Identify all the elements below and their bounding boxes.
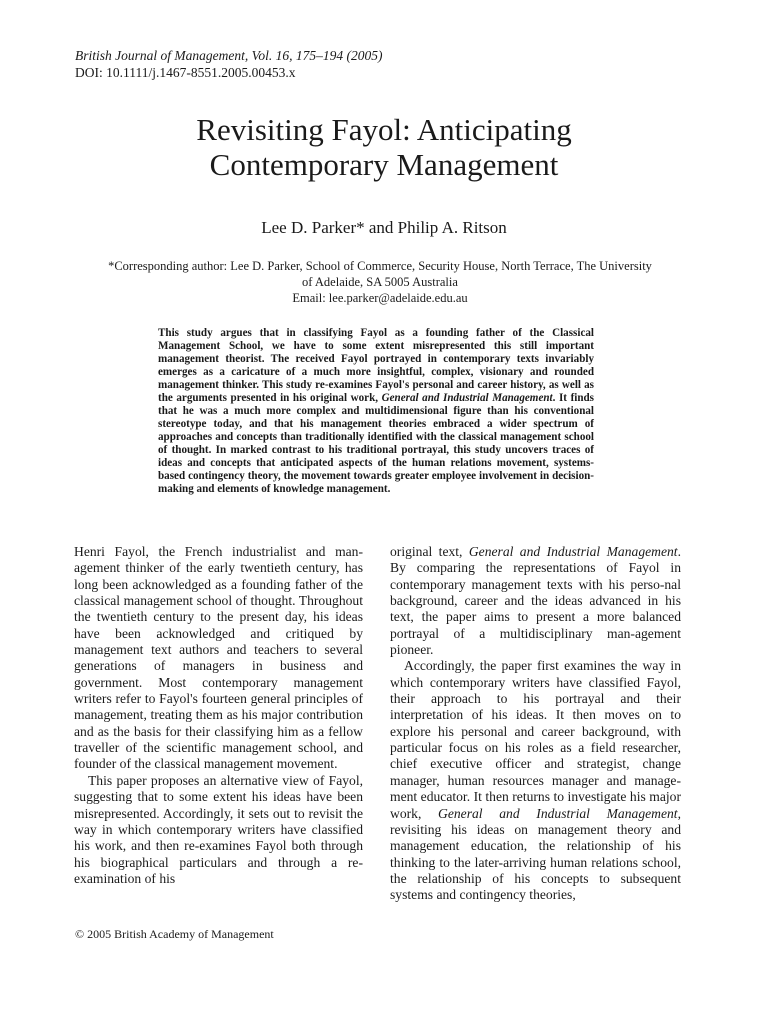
- body-paragraph: [390, 658, 681, 903]
- abstract-work-title: General and Industrial Management: [381, 392, 553, 404]
- body-paragraph: [390, 544, 681, 658]
- body-text: original text,: [390, 544, 469, 559]
- paper-title-line-1: Revisiting Fayol: Anticipating: [196, 112, 572, 147]
- author-list: Lee D. Parker* and Philip A. Ritson: [261, 218, 507, 237]
- abstract-text-part-2: . It finds that he was a much more complex and multidimensional figure than his conventional stereotype today, and that his management theories embraced a wider spectrum of approaches and concepts than traditionally identified with the classical management school of thought. In marked contrast to his traditional portrayal, this study uncovers traces of ideas and concepts that anticipated aspects of the human relations movement, systems-based contingency theory, the movement towards greater employee involvement in decision-making and elements of knowledge management.: [158, 392, 594, 495]
- affiliation-line-1: *Corresponding author: Lee D. Parker, School of Commerce, Security House, North Terrace, The University: [108, 259, 652, 273]
- body-text: . By comparing the representations of Fayol in contemporary management texts with his perso-nal background, career and the ideas advanced in his text, the paper aims to present a more balanced portrayal of a multidisciplinary man-agement pioneer.: [390, 544, 681, 658]
- doi: DOI: 10.1111/j.1467-8551.2005.00453.x: [75, 65, 296, 80]
- copyright-notice: © 2005 British Academy of Management: [75, 927, 274, 941]
- body-text: Accordingly, the paper first examines the way in which contemporary writers have classified Fayol, their approach to his portrayal and their interpretation of his ideas. It then moves on to explore his personal and career background, with particular focus on his roles as a field researcher, chief executive officer and strategist, change manager, human resources manager and manage-ment educator. It then returns to investigate his major work,: [390, 658, 681, 821]
- abstract: [158, 327, 594, 496]
- affiliation-block: [75, 259, 685, 306]
- work-title-italic: General and Industrial Management: [438, 805, 678, 821]
- body-column-right: [390, 544, 681, 904]
- body-paragraph: Henri Fayol, the French industrialist and man-agement thinker of the early twentieth century, has long been acknowledged as a founding father of the classical management school of thought. Throughout the twentieth century to the present day, his ideas have been acknowledged and critiqued by management text authors and teachers to several generations of managers in business and government. Most contemporary management writers refer to Fayol's fourteen general principles of management, treating them as his major contribution and as the basis for their classifying him as a fellow traveller of the scientific management school, and founder of the classical management movement.: [74, 544, 363, 772]
- paper-title-line-2: Contemporary Management: [209, 147, 559, 182]
- work-title-italic: General and Industrial Management: [468, 544, 678, 559]
- body-text: , revisiting his ideas on management theory and management education, the relationship of his thinking to the later-arriving human relations school, the relationship of his concepts to subsequent systems and contingency theories,: [390, 805, 681, 903]
- body-paragraph: This paper proposes an alternative view of Fayol, suggesting that to some extent his ideas have been misrepresented. Accordingly, it sets out to revisit the way in which contemporary writers have classified his work, and then re-examines Fayol both through his biographical particulars and through a re-examination of his: [74, 772, 363, 886]
- body-column-left: [74, 544, 363, 887]
- journal-citation: British Journal of Management, Vol. 16, 175–194 (2005): [75, 48, 383, 63]
- corresponding-email: Email: lee.parker@adelaide.edu.au: [292, 290, 468, 305]
- abstract-text-part-1: This study argues that in classifying Fayol as a founding father of the Classical Management School, we have to some extent misrepresented this still important management theorist. The received Fayol portrayed in contemporary texts invariably emerges as a caricature of a much more insightful, complex, visionary and rounded management thinker. This study re-examines Fayol's personal and career history, as well as the arguments presented in his original work,: [158, 327, 594, 404]
- affiliation-line-2: of Adelaide, SA 5005 Australia: [302, 274, 458, 289]
